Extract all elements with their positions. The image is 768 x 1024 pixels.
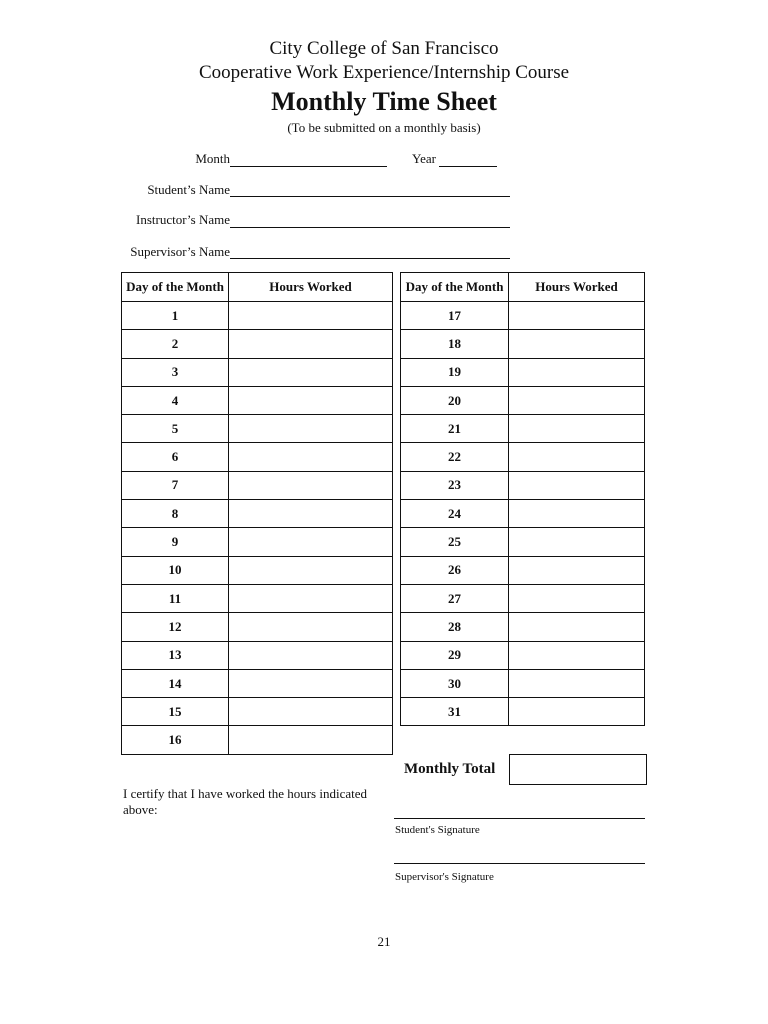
hours-worked-cell[interactable] (509, 641, 645, 669)
col-header-day: Day of the Month (401, 273, 509, 302)
table-row (122, 443, 393, 471)
page-subtitle: (To be submitted on a monthly basis) (287, 120, 481, 135)
table-row (401, 471, 645, 499)
day-number: 5 (122, 415, 229, 443)
supervisor-name-label: Supervisor’s Name (130, 244, 230, 259)
timesheet-table-right (400, 272, 645, 726)
table-row (122, 358, 393, 386)
col-header-day: Day of the Month (122, 273, 229, 302)
day-number: 10 (122, 556, 229, 584)
table-row (122, 698, 393, 726)
hours-worked-cell[interactable] (509, 613, 645, 641)
hours-worked-cell[interactable] (229, 613, 393, 641)
table-row (122, 669, 393, 697)
day-number: 19 (401, 358, 509, 386)
table-row (122, 471, 393, 499)
hours-worked-cell[interactable] (229, 358, 393, 386)
supervisor-signature-label: Supervisor's Signature (395, 871, 494, 883)
table-row (401, 386, 645, 414)
table-row (401, 613, 645, 641)
table-row (122, 613, 393, 641)
student-name-field[interactable] (230, 196, 510, 197)
table-row (122, 726, 393, 754)
day-number: 11 (122, 584, 229, 612)
hours-worked-cell[interactable] (229, 641, 393, 669)
day-number: 31 (401, 698, 509, 726)
day-number: 1 (122, 302, 229, 330)
day-number: 18 (401, 330, 509, 358)
hours-worked-cell[interactable] (229, 302, 393, 330)
hours-worked-cell[interactable] (229, 330, 393, 358)
day-number: 3 (122, 358, 229, 386)
col-header-hours: Hours Worked (509, 273, 645, 302)
hours-worked-cell[interactable] (229, 669, 393, 697)
month-field[interactable] (230, 166, 387, 167)
monthly-total-label: Monthly Total (404, 761, 496, 777)
hours-worked-cell[interactable] (509, 500, 645, 528)
page-title: Monthly Time Sheet (271, 87, 497, 116)
day-number: 29 (401, 641, 509, 669)
monthly-total-field[interactable] (509, 754, 647, 785)
supervisor-name-field[interactable] (230, 258, 510, 259)
hours-worked-cell[interactable] (509, 302, 645, 330)
hours-worked-cell[interactable] (229, 528, 393, 556)
day-number: 30 (401, 669, 509, 697)
table-row (122, 415, 393, 443)
hours-worked-cell[interactable] (509, 358, 645, 386)
hours-worked-cell[interactable] (229, 726, 393, 754)
table-row (401, 698, 645, 726)
table-row (401, 415, 645, 443)
table-row (401, 584, 645, 612)
table-row (401, 302, 645, 330)
day-number: 17 (401, 302, 509, 330)
hours-worked-cell[interactable] (509, 443, 645, 471)
hours-worked-cell[interactable] (229, 386, 393, 414)
college-name: City College of San Francisco (269, 38, 499, 59)
day-number: 8 (122, 500, 229, 528)
day-number: 4 (122, 386, 229, 414)
day-number: 28 (401, 613, 509, 641)
hours-worked-cell[interactable] (509, 669, 645, 697)
day-number: 14 (122, 669, 229, 697)
table-row (401, 641, 645, 669)
table-row (122, 386, 393, 414)
timesheet-table-left (121, 272, 393, 755)
table-row (401, 556, 645, 584)
year-field[interactable] (439, 166, 497, 167)
table-row (122, 556, 393, 584)
hours-worked-cell[interactable] (509, 584, 645, 612)
student-name-label: Student’s Name (147, 182, 230, 197)
day-number: 26 (401, 556, 509, 584)
hours-worked-cell[interactable] (509, 471, 645, 499)
day-number: 23 (401, 471, 509, 499)
hours-worked-cell[interactable] (229, 471, 393, 499)
hours-worked-cell[interactable] (509, 330, 645, 358)
hours-worked-cell[interactable] (229, 556, 393, 584)
day-number: 16 (122, 726, 229, 754)
instructor-name-label: Instructor’s Name (136, 212, 230, 227)
day-number: 22 (401, 443, 509, 471)
table-row (122, 330, 393, 358)
student-signature-label: Student's Signature (395, 824, 480, 836)
hours-worked-cell[interactable] (509, 698, 645, 726)
table-row (122, 302, 393, 330)
hours-worked-cell[interactable] (229, 443, 393, 471)
student-signature-line[interactable] (394, 818, 645, 819)
hours-worked-cell[interactable] (509, 415, 645, 443)
day-number: 13 (122, 641, 229, 669)
table-row (401, 500, 645, 528)
hours-worked-cell[interactable] (229, 584, 393, 612)
instructor-name-field[interactable] (230, 227, 510, 228)
hours-worked-cell[interactable] (229, 415, 393, 443)
hours-worked-cell[interactable] (509, 386, 645, 414)
day-number: 27 (401, 584, 509, 612)
day-number: 2 (122, 330, 229, 358)
table-row (401, 528, 645, 556)
day-number: 21 (401, 415, 509, 443)
hours-worked-cell[interactable] (509, 556, 645, 584)
day-number: 12 (122, 613, 229, 641)
col-header-hours: Hours Worked (229, 273, 393, 302)
day-number: 15 (122, 698, 229, 726)
day-number: 6 (122, 443, 229, 471)
day-number: 25 (401, 528, 509, 556)
day-number: 9 (122, 528, 229, 556)
day-number: 7 (122, 471, 229, 499)
table-row (122, 500, 393, 528)
table-row (122, 528, 393, 556)
supervisor-signature-line[interactable] (394, 863, 645, 864)
table-row (401, 358, 645, 386)
hours-worked-cell[interactable] (229, 500, 393, 528)
hours-worked-cell[interactable] (229, 698, 393, 726)
day-number: 20 (401, 386, 509, 414)
table-row (401, 330, 645, 358)
table-row (401, 669, 645, 697)
course-name: Cooperative Work Experience/Internship Course (198, 62, 570, 83)
page-number: 21 (377, 934, 391, 949)
certification-text: I certify that I have worked the hours indicated above: (123, 786, 368, 817)
table-row (122, 641, 393, 669)
month-label: Month (195, 151, 230, 166)
table-row (122, 584, 393, 612)
table-row (401, 443, 645, 471)
year-label: Year (412, 151, 436, 166)
day-number: 24 (401, 500, 509, 528)
hours-worked-cell[interactable] (509, 528, 645, 556)
